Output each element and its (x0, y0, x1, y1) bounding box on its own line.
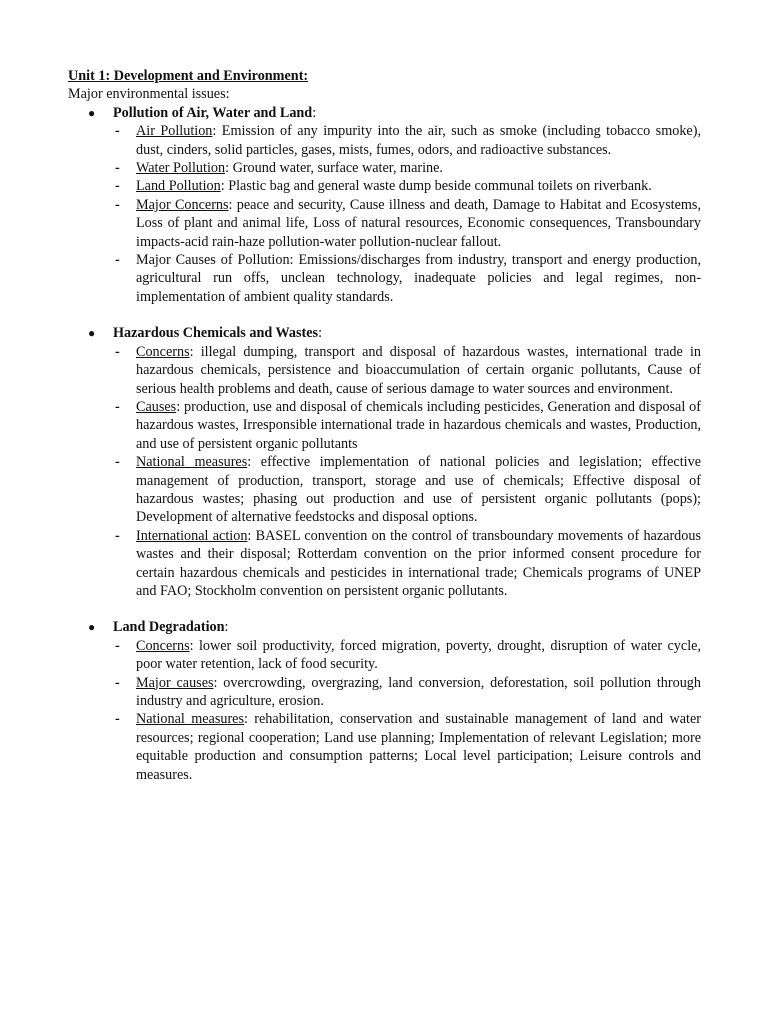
list-item (113, 159, 701, 177)
list-item (113, 343, 701, 398)
dash-icon: - (115, 160, 120, 177)
item-label: Major causes (136, 674, 214, 691)
dash-icon: - (115, 398, 120, 415)
section-heading: Land Degradation (113, 619, 225, 636)
list-item (113, 674, 701, 711)
bullet-icon: ● (88, 326, 96, 341)
list-item (113, 196, 701, 251)
item-label: Land Pollution (136, 178, 221, 195)
item-text: : Emission of any impurity into the air, such as smoke (including tobacco smoke), dust, cinders, solid particles, gases, mists, fumes, odors, and radioactive substances. (136, 123, 701, 158)
item-text: : effective implementation of national policies and legislation; effective management of production, transport, storage and use of chemicals; Effective disposal of hazardous wastes; phasing out production and use of persistent organic pollutants (pops); Development of alternative feedstocks and disposal options. (136, 454, 701, 526)
item-text: : lower soil productivity, forced migration, poverty, drought, disruption of water cycle, poor water retention, lack of food security. (136, 637, 701, 673)
document-page (68, 67, 701, 784)
dash-icon: - (115, 637, 120, 654)
list-item (113, 398, 701, 453)
list-item (113, 122, 701, 159)
item-text: : Ground water, surface water, marine. (225, 160, 443, 177)
item-text: : Plastic bag and general waste dump beside communal toilets on riverbank. (220, 178, 652, 195)
dash-icon: - (115, 674, 120, 691)
item-label: Causes (136, 398, 177, 415)
section-heading: Hazardous Chemicals and Wastes (113, 325, 319, 342)
item-label: National measures (136, 711, 244, 728)
dash-icon: - (115, 178, 120, 195)
bullet-icon: ● (88, 620, 96, 635)
list-item (113, 637, 701, 674)
item-label: National measures (136, 454, 248, 471)
list-item (113, 710, 701, 784)
item-label: Concerns (136, 637, 190, 654)
dash-icon: - (115, 123, 120, 140)
dash-icon: - (115, 252, 120, 269)
item-label: Water Pollution (136, 160, 226, 177)
item-label: International action (136, 527, 248, 544)
section-heading: Pollution of Air, Water and Land (113, 104, 313, 121)
item-text: : overcrowding, overgrazing, land conversion, deforestation, soil pollution through industry and agriculture, erosion. (136, 674, 701, 709)
bullet-icon: ● (88, 105, 96, 120)
section-heading-line: Land Degradation: (113, 619, 229, 636)
item-text: : illegal dumping, transport and disposal of hazardous wastes, international trade in hazardous chemicals, persistence and bioaccumulation of certain organic pollutants, Cause of serious health problems and death, cause of serious damage to water sources and environment. (136, 343, 701, 397)
section-heading-line: Hazardous Chemicals and Wastes: (113, 325, 323, 342)
item-text: : rehabilitation, conservation and sustainable management of land and water resources; regional cooperation; Land use planning; Implementation of relevant Legislation; more equitable production and consumption patterns; Local level participation; Leisure controls and measures. (136, 711, 701, 783)
section-pollution (68, 104, 701, 306)
item-list (113, 122, 701, 306)
dash-icon: - (115, 711, 120, 728)
document-subtitle: Major environmental issues: (68, 86, 230, 103)
dash-icon: - (115, 527, 120, 544)
list-item (113, 527, 701, 601)
dash-icon: - (115, 454, 120, 471)
section-heading-line: Pollution of Air, Water and Land: (113, 104, 317, 121)
list-item (113, 177, 701, 195)
dash-icon: - (115, 196, 120, 213)
item-text: : production, use and disposal of chemicals including pesticides, Generation and disposal of hazardous wastes, Irresponsible international trade in hazardous chemicals and wastes, Production, and use of persistent organic pollutants (136, 398, 701, 452)
item-list (113, 637, 701, 784)
list-item (113, 453, 701, 527)
section-land-degradation (68, 618, 701, 784)
item-label: Major Concerns (136, 196, 229, 213)
list-item (113, 251, 701, 306)
item-text: : peace and security, Cause illness and death, Damage to Habitat and Ecosystems, Loss of plant and animal life, Loss of natural resources, Economic consequences, Transboundary impacts-acid rain-haze pollution-water pollution-nuclear fallout. (136, 196, 701, 250)
item-list (113, 343, 701, 601)
item-label: Air Pollution (136, 123, 213, 140)
item-text: : BASEL convention on the control of transboundary movements of hazardous wastes and their disposal; Rotterdam convention on the prior informed consent procedure for certain hazardous chemicals and pesticides in international trade; Chemicals programs of UNEP and FAO; Stockholm convention on persistent organic pollutants. (136, 527, 701, 599)
item-text: Major Causes of Pollution: Emissions/discharges from industry, transport and energy production, agricultural run offs, unclean technology, inadequate policies and legal regimes, non-implementation of ambient quality standards. (136, 252, 701, 305)
item-label: Concerns (136, 343, 190, 360)
dash-icon: - (115, 343, 120, 360)
document-title: Unit 1: Development and Environment: (68, 68, 309, 84)
section-hazardous-chemicals (68, 324, 701, 600)
